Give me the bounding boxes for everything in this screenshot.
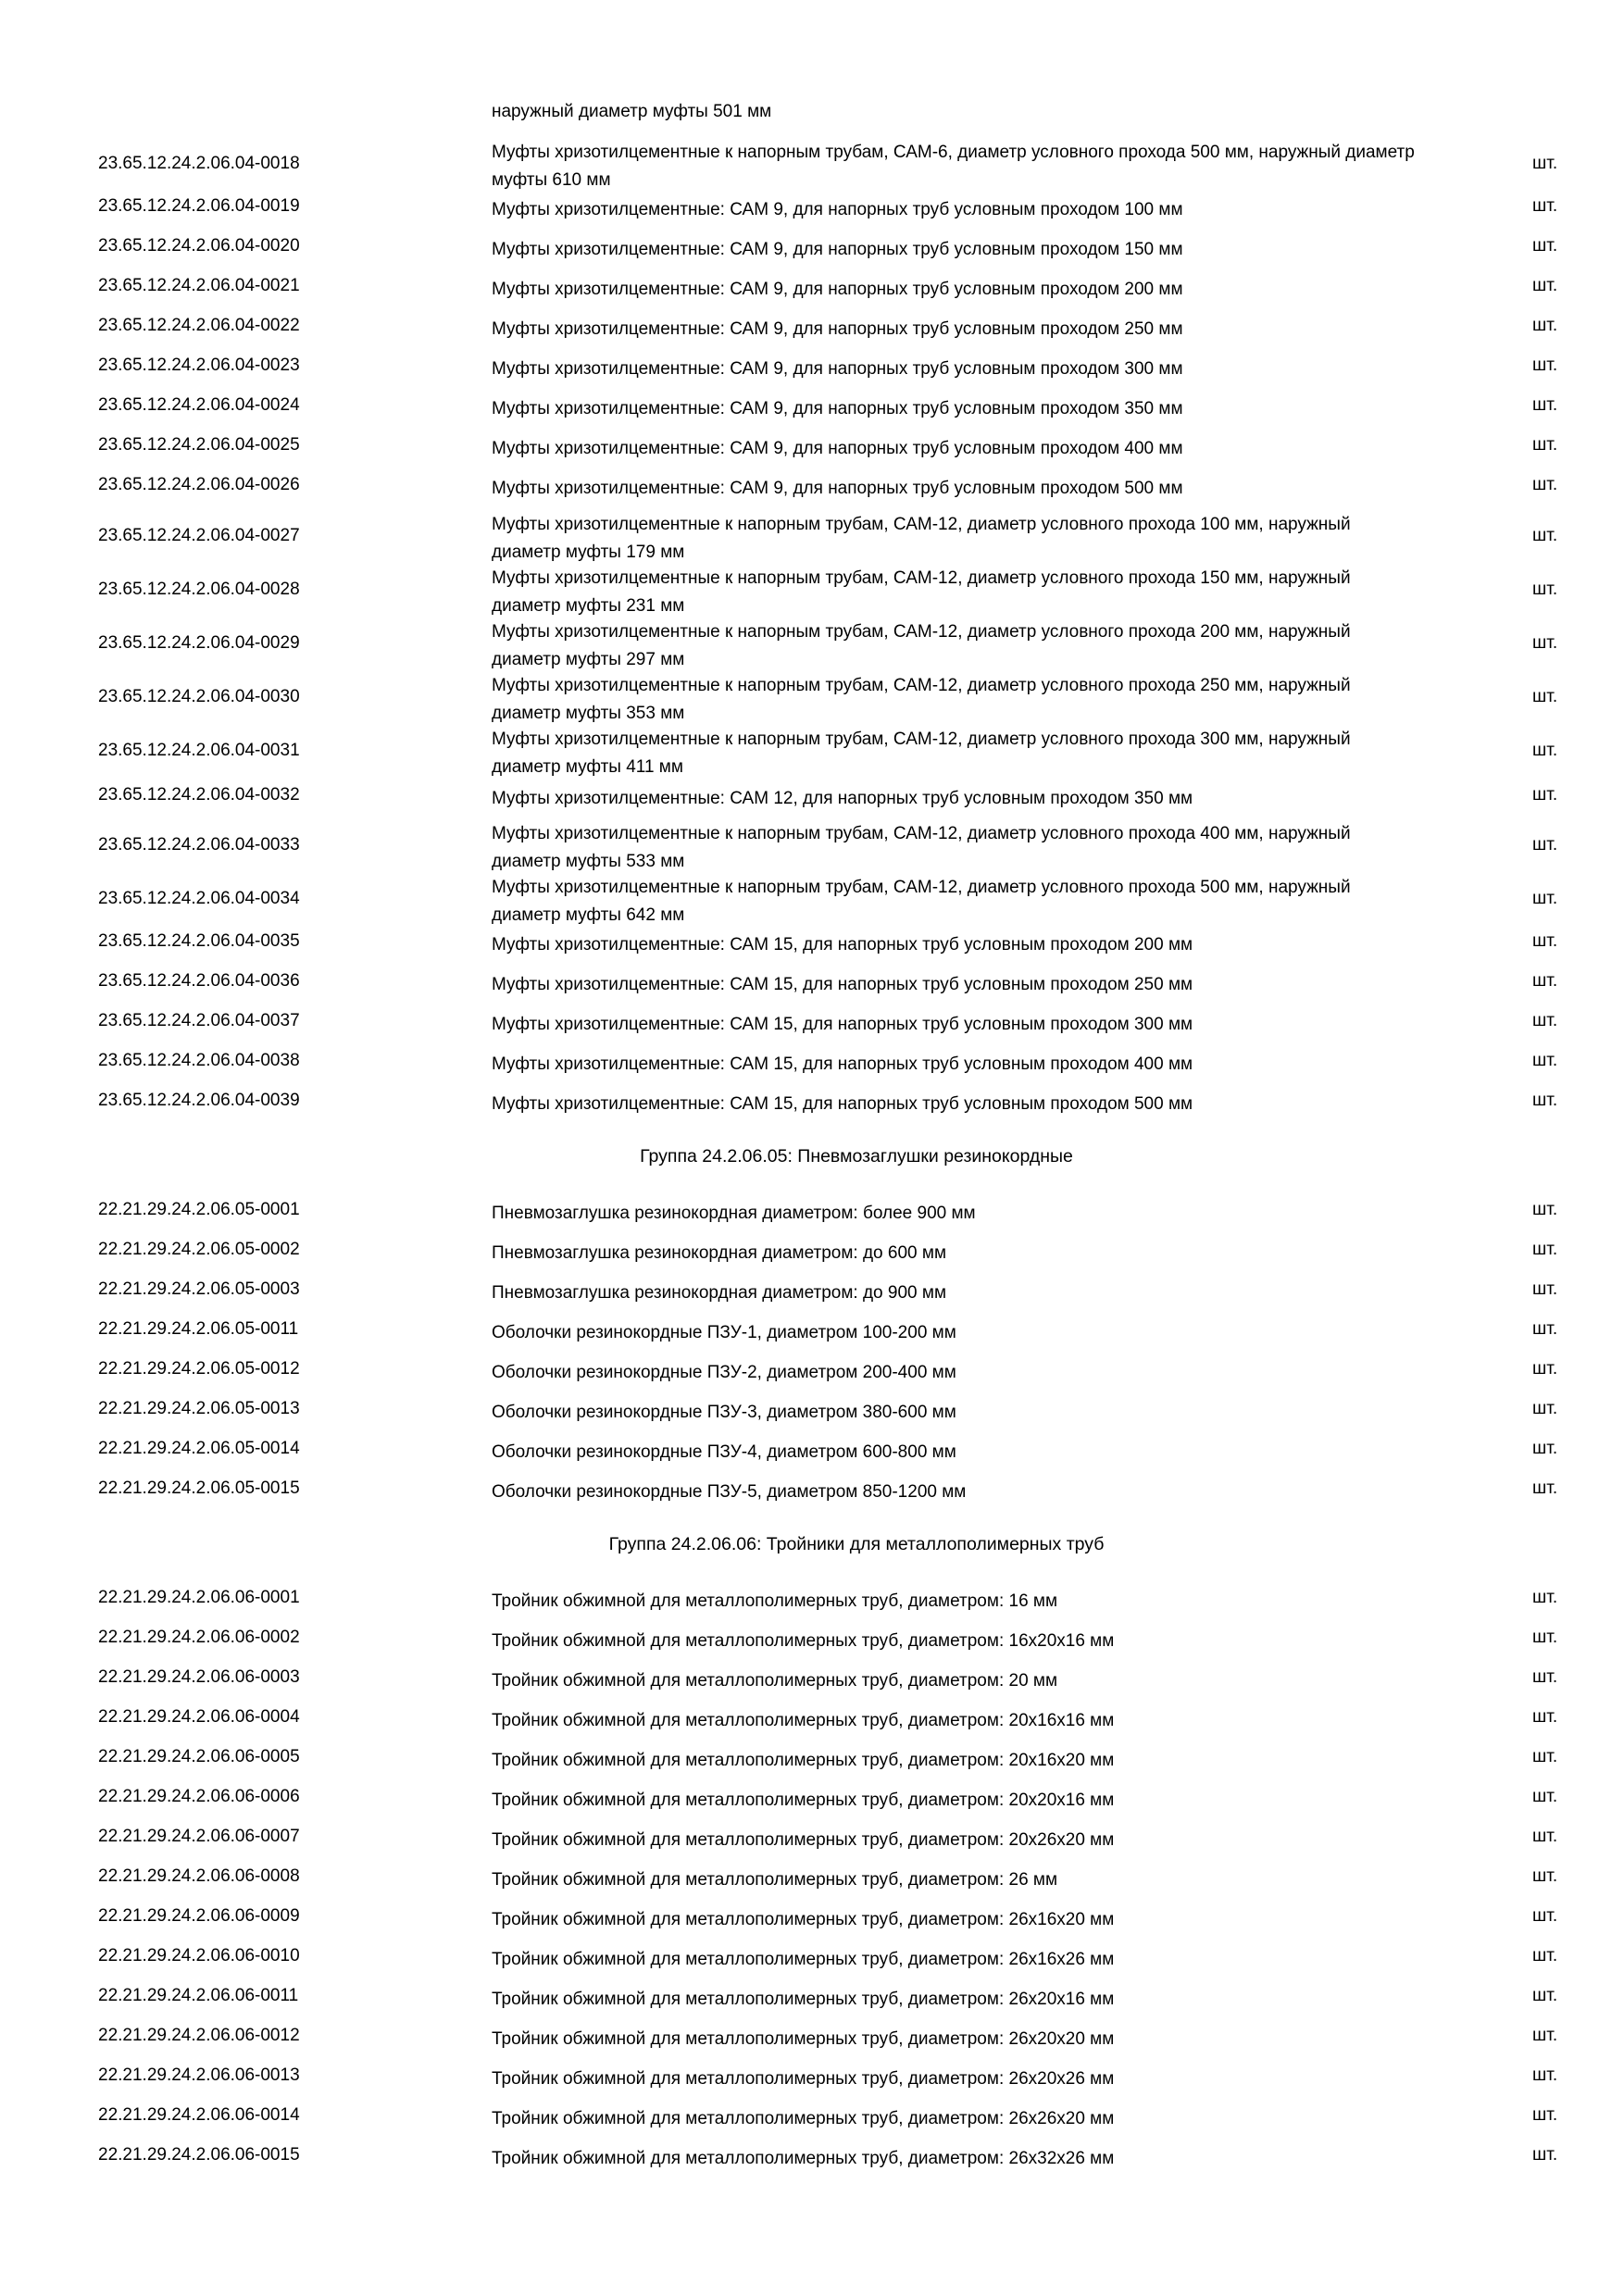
item-unit: шт. (1532, 526, 1558, 545)
item-name: Тройник обжимной для металлополимерных труб, диаметром: 26х32х26 мм (492, 2149, 1115, 2168)
item-name: Тройник обжимной для металлополимерных труб, диаметром: 26 мм (492, 1870, 1058, 1890)
item-name: Муфты хризотилцементные: САМ 9, для напорных труб условным проходом 100 мм (492, 200, 1183, 219)
item-name: Муфты хризотилцементные к напорным трубам, САМ-12, диаметр условного прохода 150 мм, наружный диаметр муфты 231 мм (492, 568, 1351, 616)
item-unit: шт. (1532, 1747, 1558, 1766)
item-code: 23.65.12.24.2.06.04-0031 (98, 741, 300, 760)
item-code: 23.65.12.24.2.06.04-0029 (98, 633, 300, 653)
item-unit: шт. (1532, 395, 1558, 415)
item-unit: шт. (1532, 236, 1558, 256)
item-unit: шт. (1532, 1866, 1558, 1886)
item-unit: шт. (1532, 1011, 1558, 1030)
item-code: 23.65.12.24.2.06.04-0022 (98, 316, 300, 335)
item-unit: шт. (1532, 1707, 1558, 1727)
item-unit: шт. (1532, 889, 1558, 908)
item-name: Оболочки резинокордные ПЗУ-1, диаметром 100-200 мм (492, 1323, 956, 1342)
item-unit: шт. (1532, 1439, 1558, 1458)
item-name: Муфты хризотилцементные: САМ 15, для напорных труб условным проходом 300 мм (492, 1015, 1193, 1034)
item-code: 23.65.12.24.2.06.04-0026 (98, 475, 300, 494)
item-code: 23.65.12.24.2.06.04-0018 (98, 154, 300, 173)
item-unit: шт. (1532, 687, 1558, 706)
item-name: Тройник обжимной для металлополимерных труб, диаметром: 16 мм (492, 1591, 1058, 1611)
item-code: 22.21.29.24.2.06.05-0015 (98, 1479, 300, 1498)
item-code: 23.65.12.24.2.06.04-0036 (98, 971, 300, 991)
item-unit: шт. (1532, 1399, 1558, 1418)
item-unit: шт. (1532, 1200, 1558, 1219)
item-code: 22.21.29.24.2.06.05-0013 (98, 1399, 300, 1418)
item-name: Муфты хризотилцементные к напорным трубам, САМ-12, диаметр условного прохода 400 мм, наружный диаметр муфты 533 мм (492, 824, 1351, 871)
item-unit: шт. (1532, 475, 1558, 494)
item-name-continuation: наружный диаметр муфты 501 мм (492, 102, 772, 121)
item-unit: шт. (1532, 316, 1558, 335)
item-name: Муфты хризотилцементные к напорным трубам, САМ-12, диаметр условного прохода 100 мм, наружный диаметр муфты 179 мм (492, 515, 1351, 562)
item-name: Тройник обжимной для металлополимерных труб, диаметром: 26х16х26 мм (492, 1950, 1115, 1969)
item-name: Муфты хризотилцементные к напорным трубам, САМ-12, диаметр условного прохода 500 мм, наружный диаметр муфты 642 мм (492, 878, 1351, 925)
item-name: Муфты хризотилцементные: САМ 12, для напорных труб условным проходом 350 мм (492, 789, 1193, 808)
item-unit: шт. (1532, 196, 1558, 216)
item-code: 23.65.12.24.2.06.04-0027 (98, 526, 300, 545)
item-name: Пневмозаглушка резинокордная диаметром: до 900 мм (492, 1283, 947, 1303)
item-code: 23.65.12.24.2.06.04-0038 (98, 1051, 300, 1070)
item-unit: шт. (1532, 835, 1558, 855)
item-code: 22.21.29.24.2.06.06-0009 (98, 1906, 300, 1926)
item-code: 22.21.29.24.2.06.05-0002 (98, 1240, 300, 1259)
item-unit: шт. (1532, 1787, 1558, 1806)
item-name: Тройник обжимной для металлополимерных труб, диаметром: 26х20х26 мм (492, 2069, 1115, 2089)
item-unit: шт. (1532, 2105, 1558, 2125)
item-unit: шт. (1532, 741, 1558, 760)
item-code: 23.65.12.24.2.06.04-0023 (98, 356, 300, 375)
item-code: 22.21.29.24.2.06.06-0015 (98, 2145, 300, 2165)
item-name: Муфты хризотилцементные: САМ 15, для напорных труб условным проходом 500 мм (492, 1094, 1193, 1114)
item-unit: шт. (1532, 2065, 1558, 2085)
item-code: 23.65.12.24.2.06.04-0033 (98, 835, 300, 855)
item-unit: шт. (1532, 1479, 1558, 1498)
item-code: 22.21.29.24.2.06.06-0002 (98, 1628, 300, 1647)
item-unit: шт. (1532, 1051, 1558, 1070)
item-code: 22.21.29.24.2.06.06-0013 (98, 2065, 300, 2085)
item-name: Тройник обжимной для металлополимерных труб, диаметром: 20х16х20 мм (492, 1751, 1115, 1770)
item-unit: шт. (1532, 1091, 1558, 1110)
item-code: 22.21.29.24.2.06.06-0001 (98, 1588, 300, 1607)
item-code: 22.21.29.24.2.06.06-0012 (98, 2026, 300, 2045)
item-unit: шт. (1532, 435, 1558, 455)
item-unit: шт. (1532, 1827, 1558, 1846)
item-code: 23.65.12.24.2.06.04-0030 (98, 687, 300, 706)
item-name: Тройник обжимной для металлополимерных труб, диаметром: 20 мм (492, 1671, 1058, 1691)
group-heading: Группа 24.2.06.06: Тройники для металлополимерных труб (608, 1534, 1105, 1554)
item-name: Тройник обжимной для металлополимерных труб, диаметром: 26х20х16 мм (492, 1990, 1115, 2009)
item-code: 23.65.12.24.2.06.04-0028 (98, 580, 300, 599)
item-name: Тройник обжимной для металлополимерных труб, диаметром: 16х20х16 мм (492, 1631, 1115, 1651)
item-name: Пневмозаглушка резинокордная диаметром: более 900 мм (492, 1204, 976, 1223)
item-code: 22.21.29.24.2.06.06-0005 (98, 1747, 300, 1766)
item-name: Муфты хризотилцементные: САМ 9, для напорных труб условным проходом 400 мм (492, 439, 1183, 458)
item-code: 23.65.12.24.2.06.04-0020 (98, 236, 300, 256)
item-unit: шт. (1532, 356, 1558, 375)
item-code: 22.21.29.24.2.06.06-0003 (98, 1667, 300, 1687)
item-unit: шт. (1532, 1319, 1558, 1339)
item-name: Муфты хризотилцементные: САМ 9, для напорных труб условным проходом 250 мм (492, 319, 1183, 339)
item-unit: шт. (1532, 931, 1558, 951)
item-code: 23.65.12.24.2.06.04-0035 (98, 931, 300, 951)
item-unit: шт. (1532, 1359, 1558, 1379)
group-heading: Группа 24.2.06.05: Пневмозаглушки резинокордные (640, 1146, 1073, 1167)
item-code: 22.21.29.24.2.06.05-0011 (98, 1319, 299, 1339)
item-name: Муфты хризотилцементные: САМ 15, для напорных труб условным проходом 200 мм (492, 935, 1193, 955)
item-code: 22.21.29.24.2.06.05-0003 (98, 1279, 300, 1299)
item-name: Тройник обжимной для металлополимерных труб, диаметром: 26х26х20 мм (492, 2109, 1115, 2128)
item-code: 22.21.29.24.2.06.05-0001 (98, 1200, 300, 1219)
item-code: 22.21.29.24.2.06.05-0014 (98, 1439, 300, 1458)
item-name: Муфты хризотилцементные: САМ 15, для напорных труб условным проходом 400 мм (492, 1054, 1193, 1074)
item-name: Муфты хризотилцементные к напорным трубам, САМ-12, диаметр условного прохода 250 мм, наружный диаметр муфты 353 мм (492, 676, 1351, 723)
item-name: Муфты хризотилцементные: САМ 9, для напорных труб условным проходом 350 мм (492, 399, 1183, 418)
item-unit: шт. (1532, 1906, 1558, 1926)
item-name: Муфты хризотилцементные: САМ 9, для напорных труб условным проходом 300 мм (492, 359, 1183, 379)
item-code: 23.65.12.24.2.06.04-0024 (98, 395, 300, 415)
item-unit: шт. (1532, 971, 1558, 991)
item-unit: шт. (1532, 1279, 1558, 1299)
item-code: 22.21.29.24.2.06.05-0012 (98, 1359, 300, 1379)
item-unit: шт. (1532, 1588, 1558, 1607)
item-name: Тройник обжимной для металлополимерных труб, диаметром: 20х20х16 мм (492, 1791, 1115, 1810)
item-name: Тройник обжимной для металлополимерных труб, диаметром: 26х20х20 мм (492, 2029, 1115, 2049)
item-code: 23.65.12.24.2.06.04-0034 (98, 889, 300, 908)
item-code: 22.21.29.24.2.06.06-0006 (98, 1787, 300, 1806)
item-unit: шт. (1532, 2145, 1558, 2165)
item-name: Муфты хризотилцементные: САМ 15, для напорных труб условным проходом 250 мм (492, 975, 1193, 994)
item-unit: шт. (1532, 580, 1558, 599)
item-code: 22.21.29.24.2.06.06-0008 (98, 1866, 300, 1886)
item-name: Муфты хризотилцементные к напорным трубам, САМ-6, диаметр условного прохода 500 мм, наружный диаметр муфты 610 мм (492, 143, 1415, 190)
item-unit: шт. (1532, 633, 1558, 653)
item-unit: шт. (1532, 1986, 1558, 2005)
item-name: Муфты хризотилцементные: САМ 9, для напорных труб условным проходом 200 мм (492, 280, 1183, 299)
item-code: 22.21.29.24.2.06.06-0014 (98, 2105, 300, 2125)
item-name: Оболочки резинокордные ПЗУ-4, диаметром 600-800 мм (492, 1442, 956, 1462)
item-code: 23.65.12.24.2.06.04-0025 (98, 435, 300, 455)
item-unit: шт. (1532, 1946, 1558, 1965)
item-name: Тройник обжимной для металлополимерных труб, диаметром: 20х16х16 мм (492, 1711, 1115, 1730)
item-code: 22.21.29.24.2.06.06-0010 (98, 1946, 300, 1965)
item-name: Тройник обжимной для металлополимерных труб, диаметром: 20х26х20 мм (492, 1830, 1115, 1850)
item-name: Оболочки резинокордные ПЗУ-3, диаметром 380-600 мм (492, 1403, 956, 1422)
item-unit: шт. (1532, 785, 1558, 805)
item-code: 22.21.29.24.2.06.06-0007 (98, 1827, 300, 1846)
item-code: 23.65.12.24.2.06.04-0019 (98, 196, 300, 216)
item-name: Оболочки резинокордные ПЗУ-2, диаметром 200-400 мм (492, 1363, 956, 1382)
item-name: Тройник обжимной для металлополимерных труб, диаметром: 26х16х20 мм (492, 1910, 1115, 1929)
item-name: Муфты хризотилцементные: САМ 9, для напорных труб условным проходом 500 мм (492, 479, 1183, 498)
item-code: 23.65.12.24.2.06.04-0032 (98, 785, 300, 805)
item-code: 23.65.12.24.2.06.04-0037 (98, 1011, 300, 1030)
item-name: Муфты хризотилцементные к напорным трубам, САМ-12, диаметр условного прохода 200 мм, наружный диаметр муфты 297 мм (492, 622, 1351, 669)
item-code: 22.21.29.24.2.06.06-0011 (98, 1986, 299, 2005)
item-unit: шт. (1532, 2026, 1558, 2045)
item-unit: шт. (1532, 1240, 1558, 1259)
item-code: 23.65.12.24.2.06.04-0039 (98, 1091, 300, 1110)
item-unit: шт. (1532, 276, 1558, 295)
item-code: 22.21.29.24.2.06.06-0004 (98, 1707, 300, 1727)
item-unit: шт. (1532, 1667, 1558, 1687)
item-name: Оболочки резинокордные ПЗУ-5, диаметром 850-1200 мм (492, 1482, 967, 1502)
item-name: Муфты хризотилцементные к напорным трубам, САМ-12, диаметр условного прохода 300 мм, наружный диаметр муфты 411 мм (492, 730, 1351, 777)
item-unit: шт. (1532, 154, 1558, 173)
item-unit: шт. (1532, 1628, 1558, 1647)
item-name: Муфты хризотилцементные: САМ 9, для напорных труб условным проходом 150 мм (492, 240, 1183, 259)
item-code: 23.65.12.24.2.06.04-0021 (98, 276, 300, 295)
item-name: Пневмозаглушка резинокордная диаметром: до 600 мм (492, 1243, 947, 1263)
